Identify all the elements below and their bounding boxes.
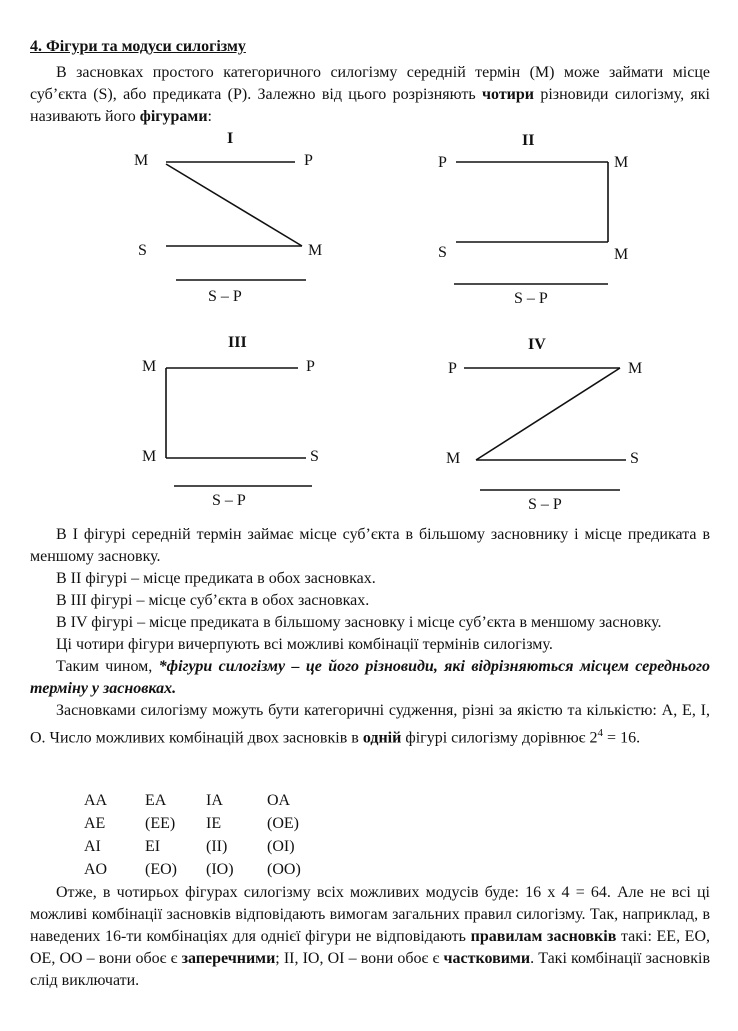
conclusion-bold-2: заперечними (181, 950, 276, 967)
intro-bold-1: чотири (482, 86, 535, 103)
premises-text-1: Засновками силогізму можуть бути категоричні судження, різні за якістю та кількістю: А, Е, І, О. Число можливих комбінацій двох засновків в (30, 702, 710, 747)
figure-3-conclusion: S – P (212, 492, 246, 509)
modus-cell: EA (145, 792, 167, 809)
modus-cell: (OI) (267, 838, 295, 855)
definition-paragraph (30, 656, 710, 700)
figure-1-conclusion: S – P (208, 288, 242, 305)
intro-text-3: : (207, 108, 212, 125)
conclusion-text-1: Отже, в чотирьох фігурах силогізму всіх можливих модусів буде: 16 х 4 = 64. Але не всі ці можливі комбінації засновків відповідають вимогам загальних правил силогізму. Так, наприклад, в наведених 16-ти комбінаціях для однієї фігури не відповідають (30, 884, 710, 945)
figure-3-top-left: M (142, 358, 157, 375)
conclusion-bold-1: правилам засновків (470, 928, 617, 945)
modus-cell: IA (206, 792, 223, 809)
conclusion-text-3: ; ІІ, ІО, ОІ – вони обоє є (275, 950, 444, 967)
figure-3-bottom-right: S (310, 448, 319, 465)
intro-text-2: різновиди силогізму, які називають його (30, 86, 710, 125)
figure-3-bottom-left: M (142, 448, 157, 465)
figure-1-bottom-right: M (308, 242, 323, 259)
definition-text: *фігури силогізму – це його різновиди, які відрізняються місцем середнього терміну у засновках. (30, 658, 711, 697)
desc-figure-3: В ІІІ фігурі – місце суб’єкта в обох засновках. (56, 592, 370, 609)
conclusion-bold-3: частковими (443, 950, 531, 967)
premises-exponent: 4 (597, 727, 604, 739)
desc-figure-2: В ІІ фігурі – місце предиката в обох засновках. (56, 570, 376, 587)
figure-4-top-right: M (628, 360, 643, 377)
modus-cell: AO (84, 861, 108, 878)
figure-2-bottom-right: M (614, 246, 629, 263)
modus-cell: OA (267, 792, 291, 809)
intro-paragraph (30, 62, 710, 128)
figure-3-lines (140, 334, 360, 519)
modus-cell: (OE) (267, 815, 299, 832)
premises-bold-1: одній (362, 729, 402, 747)
figure-2-top-left: P (438, 154, 447, 171)
modus-row (84, 815, 328, 838)
modus-table (84, 792, 328, 884)
modus-row (84, 792, 328, 815)
definition-lead: Таким чином, (56, 658, 159, 675)
modus-cell: AA (84, 792, 108, 809)
figure-2-top-right: M (614, 154, 629, 171)
premises-text-2: фігурі силогізму дорівнює 2 (401, 729, 598, 747)
modus-cell: EI (145, 838, 161, 855)
modus-row (84, 861, 328, 884)
premises-text-3: = 16. (603, 729, 641, 747)
figure-4-numeral: IV (528, 336, 546, 353)
conclusion-text-2: такі: ЕЕ, ЕО, ОЕ, ОО – вони обоє є (30, 928, 711, 967)
premises-paragraph (30, 700, 710, 749)
figure-4 (440, 334, 670, 519)
figure-1-top-left: M (134, 152, 149, 169)
figure-4-bottom-left: M (446, 450, 461, 467)
modus-cell: (OO) (267, 861, 301, 878)
figure-2 (430, 128, 660, 313)
conclusion-text-4: . Такі комбінації засновків слід виключати. (30, 950, 711, 989)
figure-1-numeral: I (227, 130, 234, 147)
modus-cell: AE (84, 815, 106, 832)
figure-1 (130, 128, 350, 313)
modus-cell: (II) (206, 838, 228, 855)
modus-cell: (IO) (206, 861, 234, 878)
modus-cell: IE (206, 815, 222, 832)
conclusion-paragraph (30, 882, 710, 992)
figure-2-numeral: II (522, 132, 535, 149)
figure-4-bottom-right: S (630, 450, 639, 467)
desc-all-combinations: Ці чотири фігури вичерпують всі можливі комбінації термінів силогізму. (56, 636, 553, 653)
figure-4-top-left: P (448, 360, 457, 377)
section-title: 4. Фігури та модуси силогізму (30, 38, 246, 55)
intro-bold-2: фігурами (139, 108, 208, 125)
modus-cell: (EE) (145, 815, 176, 832)
figure-1-top-right: P (304, 152, 313, 169)
figure-1-bottom-left: S (138, 242, 147, 259)
figure-1-lines (130, 128, 350, 313)
modus-cell: (EO) (145, 861, 177, 878)
figure-3 (140, 334, 360, 519)
figure-3-top-right: P (306, 358, 315, 375)
desc-figure-1: В І фігурі середній термін займає місце суб’єкта в більшому засновнику і місце предиката в меншому засновку. (30, 526, 710, 565)
figure-2-bottom-left: S (438, 244, 447, 261)
figure-4-conclusion: S – P (528, 496, 562, 513)
modus-cell: AI (84, 838, 101, 855)
figure-3-numeral: III (228, 334, 247, 351)
figures-description (30, 524, 710, 749)
desc-figure-4: В IV фігурі – місце предиката в більшому засновку і місце суб’єкта в меншому засновку. (56, 614, 662, 631)
modus-row (84, 838, 328, 861)
intro-text-1: В засновках простого категоричного силогізму середній термін (M) може займати місце суб’єкта (S), або предиката (P). Залежно від цього розрізняють (30, 64, 710, 103)
figure-2-conclusion: S – P (514, 290, 548, 307)
